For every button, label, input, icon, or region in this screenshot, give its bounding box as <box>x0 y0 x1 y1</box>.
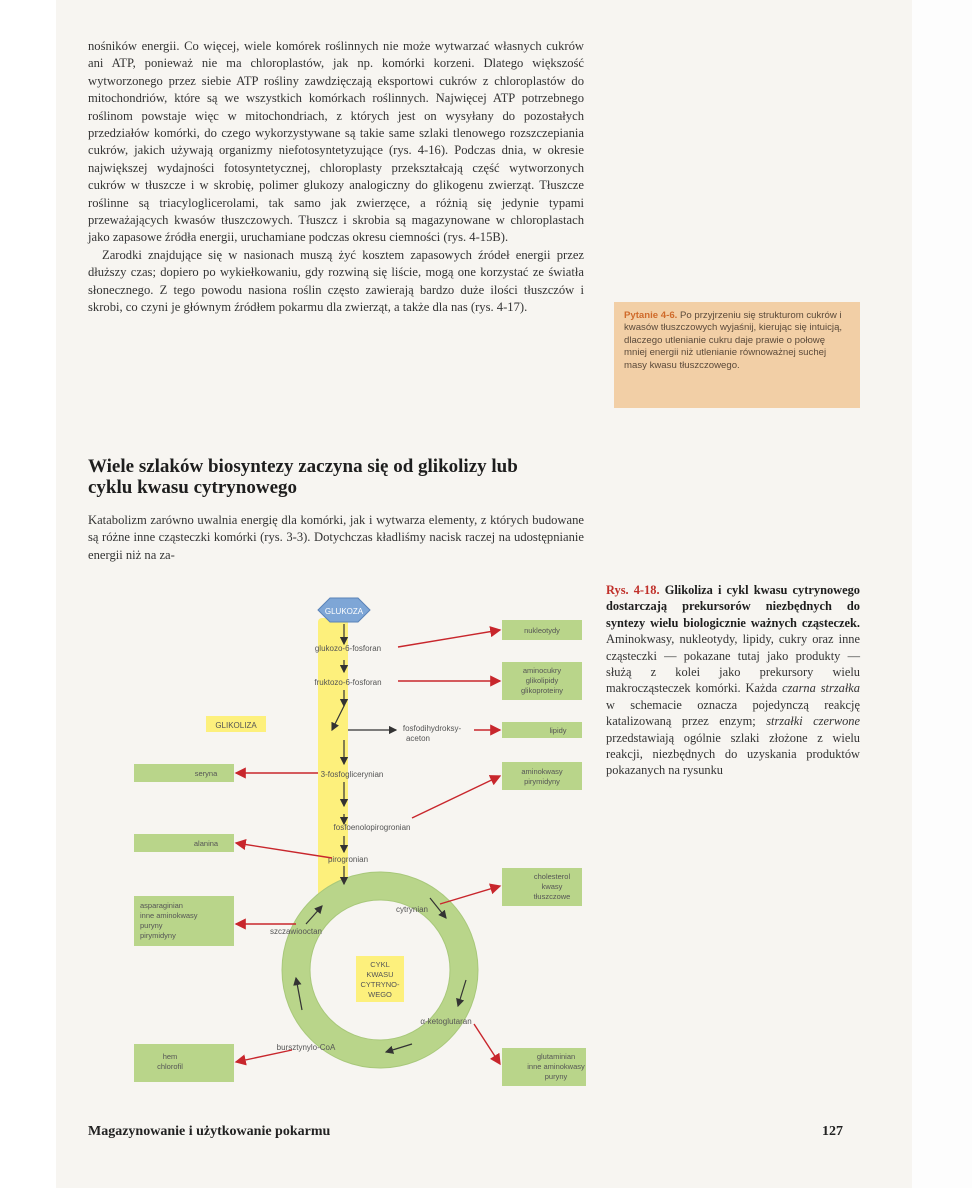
caption-italic: strzałki czerwone <box>766 714 860 729</box>
product-glutamate: glutaminian <box>536 1052 576 1061</box>
caption-italic: czarna strzałka <box>782 681 860 696</box>
succoa-label: bursztynylo-CoA <box>276 1043 336 1052</box>
akg-label: α-ketoglutaran <box>420 1017 472 1026</box>
page-number: 127 <box>822 1124 843 1139</box>
dhap-label: fosfodihydroksy- <box>402 724 462 733</box>
product-cholesterol: cholesterol <box>533 872 571 881</box>
glycolysis-label: GLIKOLIZA <box>215 721 257 730</box>
pep-label: fosfoenolopirogronian <box>333 823 411 832</box>
product-glycolipids: glikolipidy <box>525 676 559 685</box>
glucose-label: GLUKOZA <box>324 607 364 616</box>
citrate-label: cytrynian <box>395 905 429 914</box>
product-purines: puryny <box>544 1072 568 1081</box>
product-fatty-acids: kwasy <box>541 882 563 891</box>
section-heading: Wiele szlaków biosyntezy zaczyna się od glikolizy lub cyklu kwasu cytrynowego <box>88 456 518 498</box>
3pg-label: 3-fosfoglicerynian <box>320 770 384 779</box>
product-lipids: lipidy <box>549 726 567 735</box>
cycle-label-line: CYTRYNO- <box>360 980 400 989</box>
oxaloacetate-label: szczawiooctan <box>269 927 323 936</box>
running-footer-title: Magazynowanie i użytkowanie pokarmu <box>88 1124 331 1139</box>
product-aspartate: asparaginian <box>140 901 183 910</box>
product-other-aa: inne aminokwasy <box>527 1062 585 1071</box>
f6p-label: fruktozo-6-fosforan <box>314 678 382 687</box>
question-label: Pytanie 4-6. <box>624 310 678 321</box>
product-chlorophyll: chlorofil <box>157 1062 183 1071</box>
product-other-aa: inne aminokwasy <box>140 911 198 920</box>
figure-title: Glikoliza i cykl kwasu cytrynowego dostarczają prekursorów niezbędnych do syntezy wielu biologicznie ważnych cząsteczek. <box>606 583 860 630</box>
caption-text: w schemacie oznacza pojedynczą reakcję katalizowaną przez enzym; <box>606 697 860 729</box>
product-serine: seryna <box>194 769 218 778</box>
pyruvate-label: pirogronian <box>327 855 369 864</box>
paragraph: nośników energii. Co więcej, wiele komórek roślinnych nie może wytwarzać własnych cukrów ani ATP, ponieważ nie ma chloroplastów, jak np. komórki korzeni. Dlatego większość wytworzonego przez siebie ATP rośliny zawdzięczają eksportowi cukrów z chloroplastów do mitochondriów, które są we wszystkich komórkach roślinnych. Najwięcej ATP potrzebnego roślinom powstaje więc w mitochondriach, z których jest on wysyłany do pozostałych przedziałów komórki, do czego wykorzystywane są takie same szlaki tlenowego rozszczepiania cukrów, jakich używają organizmy niefotosyntetyzujące (rys. 4-16). Podczas dnia, w okresie największej wydajności fotosyntetycznej, chloroplasty przekształcają część wytworzonych cukrów w tłuszcze i w skrobię, polimer glukozy analogiczny do glikogenu zwierząt. Tłuszcze roślinne są triacyloglicerolami, tak samo jak zwierzęce, a różnią się jedynie typami przeważających kwasów tłuszczowych. Tłuszcz i skrobia są magazynowane w chloroplastach jako zapasowe źródła energii, uruchamiane podczas okresu ciemności (rys. 4-15B). <box>88 39 584 245</box>
product-fatty-acids-2: tłuszczowe <box>533 892 571 901</box>
product-glycoproteins: glikoproteiny <box>520 686 564 695</box>
cycle-label-line: WEGO <box>368 990 392 999</box>
product-aminosugars: aminocukry <box>522 666 562 675</box>
paragraph: Zarodki znajdujące się w nasionach muszą żyć kosztem zapasowych źródeł energii przez dłuższy czas; dopiero po wykiełkowaniu, gdy rozwiną się liście, mogą one korzystać ze światła słonecznego. Z tego powodu nasiona roślin często zawierają bardzo duże ilości tłuszczów i skrobi, co czyni je głównym źródłem pokarmu dla zwierząt, a także dla nas (rys. 4-17). <box>88 247 584 315</box>
product-nucleotides: nukleotydy <box>524 626 560 635</box>
product-boxes <box>134 620 586 1086</box>
caption-text: Aminokwasy, nukleotydy, lipidy, cukry oraz inne cząsteczki — pokazane tutaj jako produkty — służą z kolei jako prekursory wielu makrocząsteczek komórki. Każda <box>606 632 860 696</box>
figure-label: Rys. 4-18. <box>606 583 660 597</box>
caption-text: przedstawiają ogólnie szlaki złożone z wielu reakcji, niezbędnych do uzyskania produktów pokazanych na rysunku <box>606 730 860 778</box>
product-purines: puryny <box>140 921 163 930</box>
question-text: Po przyjrzeniu się strukturom cukrów i kwasów tłuszczowych wyjaśnij, kierując się intuicją, dlaczego utlenianie cukru daje prawie o połowę mniej energii niż utlenianie równoważnej suchej masy kwasu tłuszczowego. <box>624 310 843 371</box>
product-aminoacids: aminokwasy <box>521 767 563 776</box>
cycle-label-line: KWASU <box>366 970 394 979</box>
product-pyrimidines: pirymidyny <box>140 931 176 940</box>
cycle-label-line: CYKL <box>370 960 390 969</box>
g6p-label: glukozo-6-fosforan <box>314 644 382 653</box>
product-alanine: alanina <box>193 839 219 848</box>
product-pyrimidines: pirymidyny <box>524 777 560 786</box>
dhap-label-2: aceton <box>405 734 431 743</box>
paragraph: Katabolizm zarówno uwalnia energię dla komórki, jak i wytwarza elementy, z których budowane są różne inne cząsteczki komórki (rys. 3-3). Dotychczas kładliśmy nacisk raczej na udostępnianie energii niż na za- <box>88 513 584 562</box>
product-heme: hem <box>162 1052 178 1061</box>
